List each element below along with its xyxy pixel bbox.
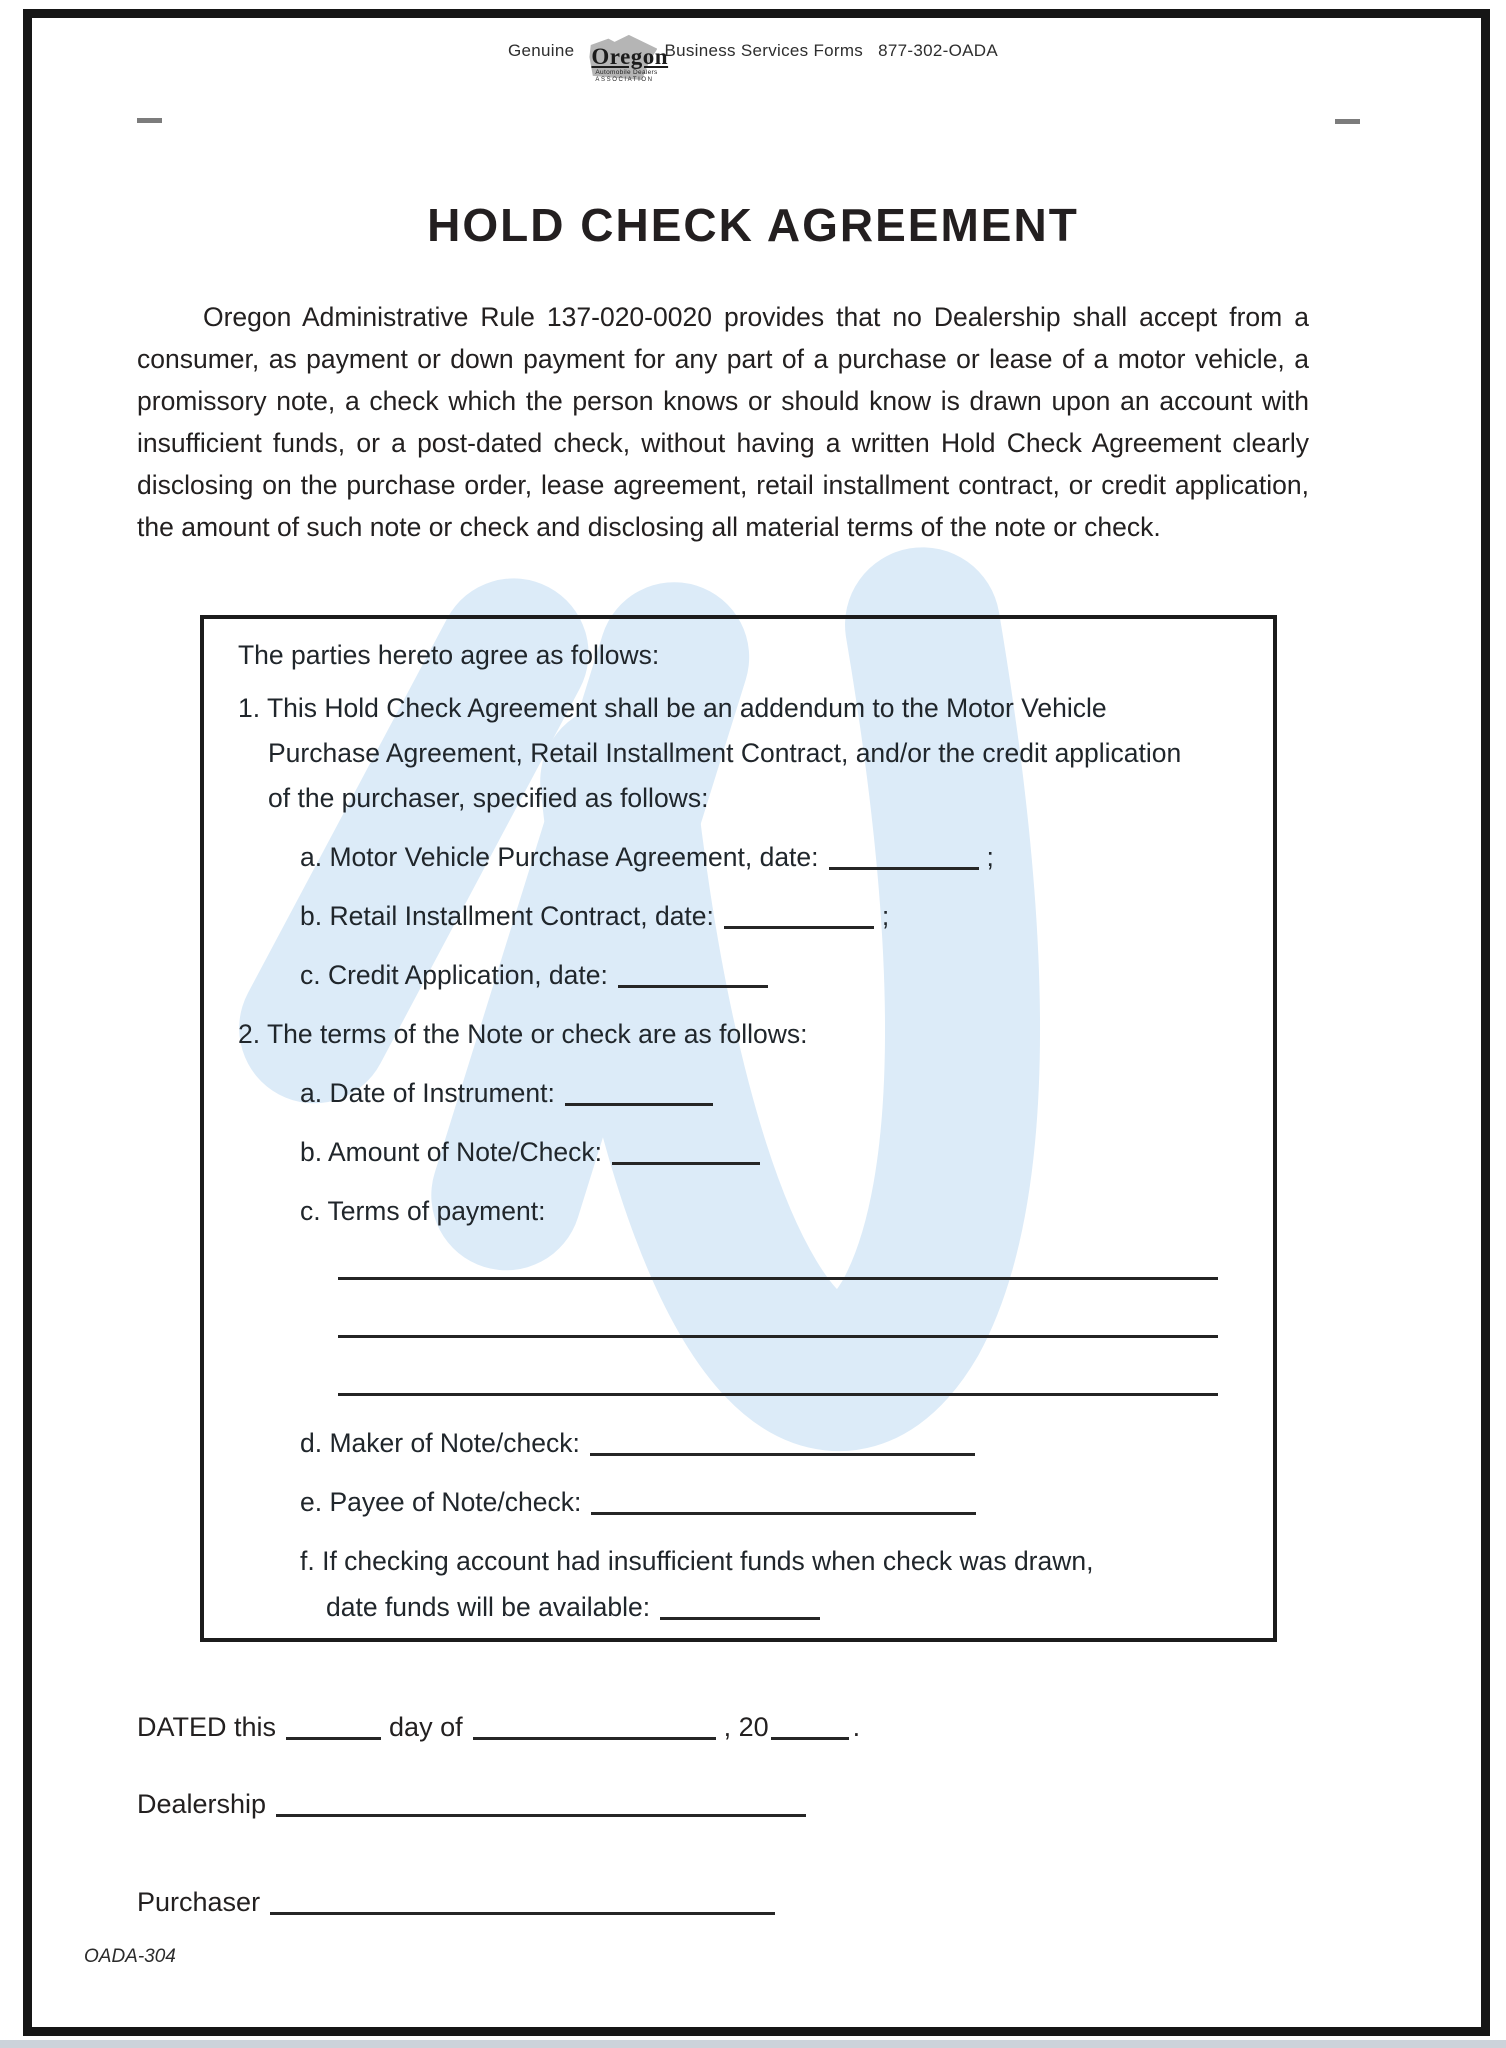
field-funds-available	[238, 1591, 1253, 1623]
form-title: HOLD CHECK AGREEMENT	[427, 199, 1079, 251]
header-phone: 877-302-OADA	[878, 41, 998, 60]
field-ric-date-label: b. Retail Installment Contract, date:	[300, 901, 714, 931]
field-credit-app-date-label: c. Credit Application, date:	[300, 960, 608, 990]
registration-mark-right	[1335, 119, 1360, 124]
field-payee-label: e. Payee of Note/check:	[300, 1487, 582, 1517]
terms-blank-line-3	[338, 1393, 1218, 1396]
logo-subtext-line1: Automobile Dealers	[595, 69, 658, 76]
dealership-label: Dealership	[137, 1789, 267, 1819]
field-maker	[238, 1427, 1253, 1459]
header-forms-label: Business Services Forms	[664, 41, 864, 60]
blank-credit-app-date	[618, 963, 768, 988]
form-header	[0, 34, 1506, 86]
field-note-amount	[238, 1136, 1253, 1168]
blank-day-number	[286, 1715, 381, 1740]
field-terms-of-payment	[238, 1195, 1253, 1227]
field-instrument-date-label: a. Date of Instrument:	[300, 1078, 555, 1108]
logo-subtext-line2: ASSOCIATION	[595, 77, 654, 83]
registration-mark-left	[137, 118, 162, 123]
dated-prefix-label: DATED this	[137, 1712, 277, 1742]
field-mvpa-date-suffix: ;	[986, 842, 994, 872]
scan-edge-strip	[0, 2040, 1506, 2048]
field-funds-available-label: date funds will be available:	[326, 1592, 651, 1622]
field-mvpa-date	[238, 841, 1253, 873]
field-terms-of-payment-label: c. Terms of payment:	[300, 1196, 546, 1226]
item1-line1: 1. This Hold Check Agreement shall be an addendum to the Motor Vehicle	[238, 693, 1107, 723]
intro-paragraph: Oregon Administrative Rule 137-020-0020 provides that no Dealership shall accept from a consumer, as payment or down payment for any part of a purchase or lease of a motor vehicle, a promissory note, a check which the person knows or should know is drawn upon an account with insufficient funds, or a post-dated check, without having a written Hold Check Agreement clearly disclosing on the purchase order, lease agreement, retail installment contract, or credit application, the amount of such note or check and disclosing all material terms of the note or check.	[137, 302, 1309, 542]
item1-line2: Purchase Agreement, Retail Installment Contract, and/or the credit application	[268, 738, 1182, 768]
blank-maker	[590, 1431, 975, 1456]
dated-line	[137, 1712, 860, 1743]
blank-instrument-date	[565, 1081, 713, 1106]
oada-oregon-logo	[589, 34, 669, 86]
form-number: OADA-304	[84, 1946, 176, 1967]
blank-mvpa-date	[829, 845, 979, 870]
logo-subtext	[595, 70, 657, 83]
blank-ric-date	[724, 904, 874, 929]
year-prefix-label: , 20	[723, 1712, 769, 1742]
field-insufficient-funds-line1	[238, 1545, 1253, 1577]
blank-payee	[591, 1490, 976, 1515]
terms-blank-line-1	[338, 1277, 1218, 1280]
blank-month	[473, 1715, 716, 1740]
blank-dealership-signature	[276, 1788, 806, 1817]
dated-period: .	[852, 1712, 861, 1742]
field-insufficient-funds-text: f. If checking account had insufficient funds when check was drawn,	[300, 1546, 1094, 1576]
field-payee	[238, 1486, 1253, 1518]
blank-note-amount	[612, 1140, 760, 1165]
purchaser-label: Purchaser	[137, 1887, 261, 1917]
blank-year	[771, 1715, 849, 1740]
field-maker-label: d. Maker of Note/check:	[300, 1428, 580, 1458]
field-note-amount-label: b. Amount of Note/Check:	[300, 1137, 602, 1167]
field-mvpa-date-label: a. Motor Vehicle Purchase Agreement, date:	[300, 842, 819, 872]
agreement-box	[200, 615, 1277, 1642]
terms-blank-line-2	[338, 1335, 1218, 1338]
blank-funds-available-date	[660, 1595, 820, 1620]
field-instrument-date	[238, 1077, 1253, 1109]
agreement-lead: The parties hereto agree as follows:	[238, 640, 660, 670]
purchaser-signature-line	[137, 1886, 783, 1918]
blank-purchaser-signature	[270, 1886, 775, 1915]
field-ric-date-suffix: ;	[881, 901, 890, 931]
day-of-label: day of	[389, 1712, 463, 1742]
field-ric-date	[238, 900, 1253, 932]
item2-heading: 2. The terms of the Note or check are as follows:	[238, 1019, 808, 1049]
logo-oregon-word: Oregon	[591, 44, 669, 69]
item1-line3: of the purchaser, specified as follows:	[268, 783, 709, 813]
header-genuine-label: Genuine	[508, 41, 575, 60]
field-credit-app-date	[238, 959, 1253, 991]
dealership-signature-line	[137, 1788, 814, 1820]
